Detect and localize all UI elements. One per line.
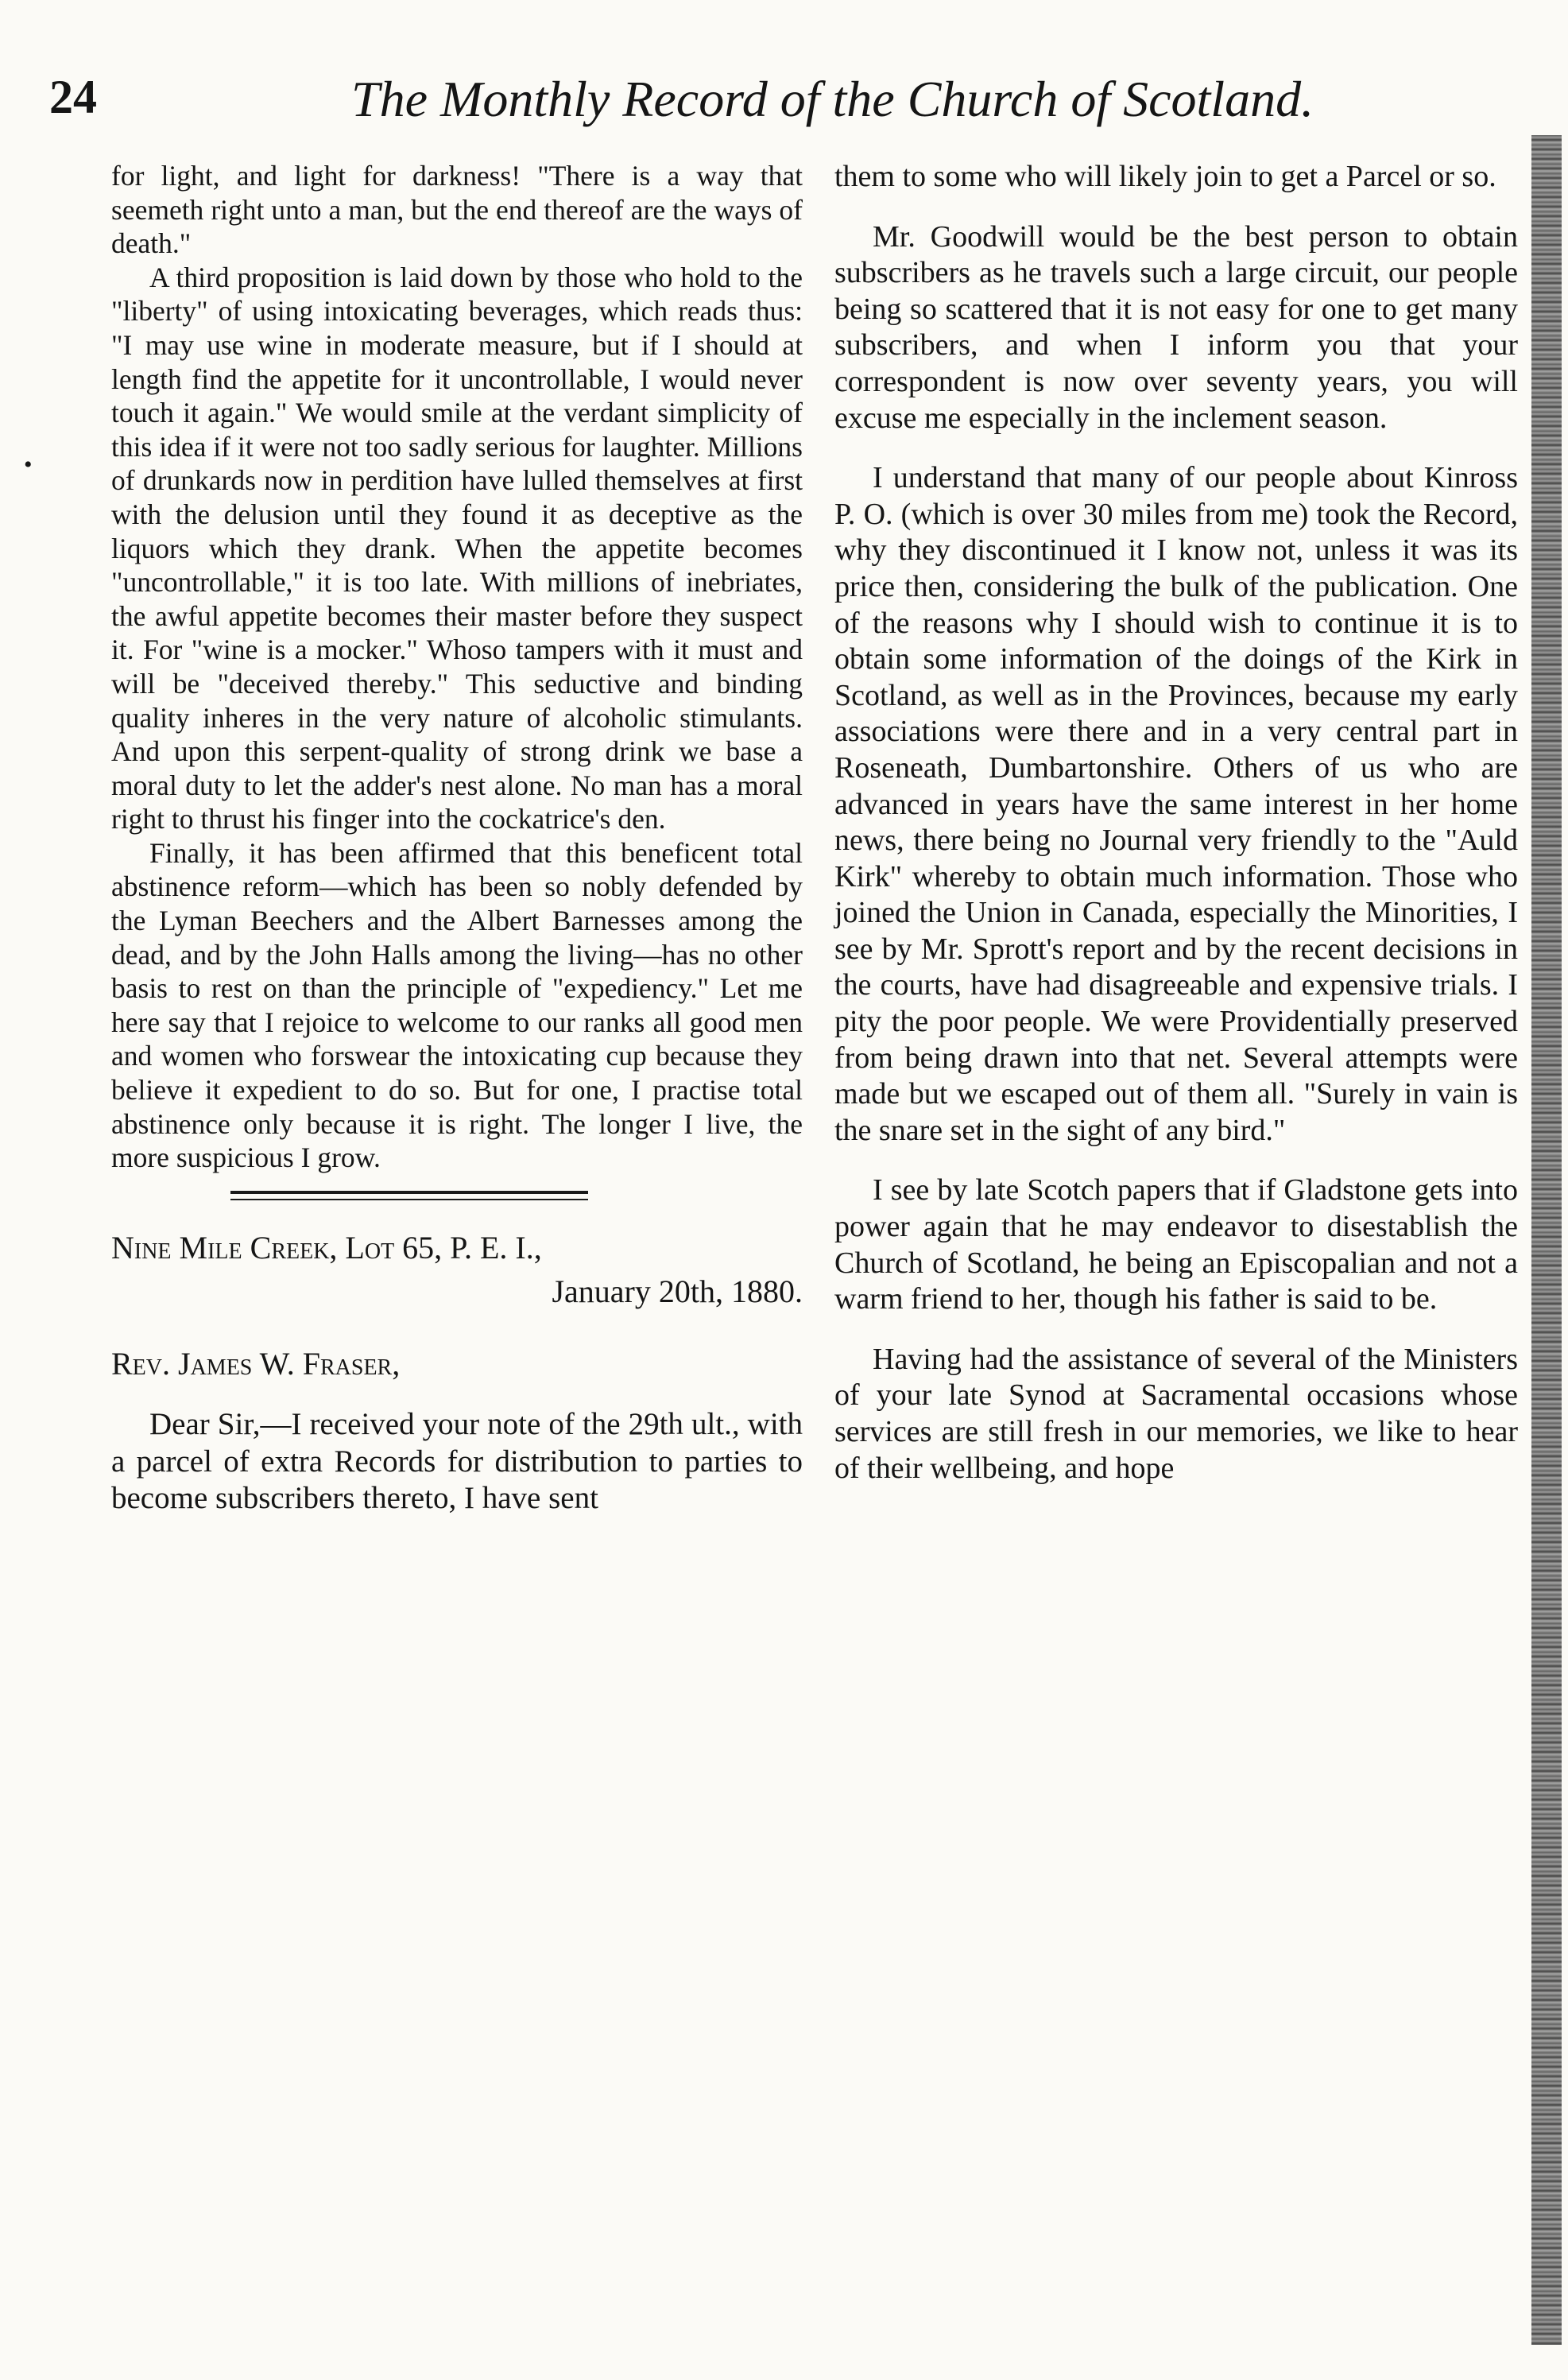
stray-mark: •: [24, 452, 33, 478]
scan-binding-edge: [1531, 135, 1562, 2345]
letter-salutation: Rev. James W. Fraser,: [111, 1345, 401, 1382]
paragraph-2: A third proposition is laid down by those who hold to the "liberty" of using intoxicating beverages, which reads thus: "I may use wine in moderate measure, but if I should at length find the appetite for it uncontrollable, I would never touch it again." We would smile at the verdant simplicity of this idea if it were not too sadly serious for laughter. Millions of drunkards now in perdition have lulled themselves at first with the delusion until they found it as deceptive as the liquors which they drank. When the appetite becomes "uncontrollable," it is too late. With millions of inebriates, the awful appetite becomes their master before they suspect it. For "wine is a mocker." Whoso tampers with it must and will be "deceived thereby." This seductive and binding quality inheres in the very nature of alcoholic stimulants. And upon this serpent-quality of strong drink we base a moral duty to let the adder's nest alone. No man has a moral right to thrust his finger into the cockatrice's den.: [111, 261, 803, 835]
right-paragraph-4: I see by late Scotch papers that if Gladstone gets into power again that he may endeavor to disestablish the Church of Scotland, he being an Episcopalian and not a warm friend to her, though his father is said to be.: [834, 1173, 1518, 1316]
letter-dateline: [111, 1229, 803, 1310]
right-paragraph-2: Mr. Goodwill would be the best person to obtain subscribers as he travels such a large circuit, our people being so scattered that it is not easy for one to get many subscribers, and when I inform you that your correspondent is now over seventy years, you will excuse me especially in the inclement season.: [834, 219, 1518, 435]
running-title: The Monthly Record of the Church of Scotland.: [351, 71, 1314, 127]
paragraph-1: for light, and light for darkness! "There is a way that seemeth right unto a man, but the end thereof are the ways of death.": [111, 160, 803, 260]
dateline-place: Nine Mile Creek, Lot 65, P. E. I.,: [111, 1229, 542, 1266]
paragraph-3: Finally, it has been affirmed that this beneficent total abstinence reform—which has been so nobly defended by the Lyman Beechers and the Albert Barnesses among the dead, and by the John Halls among the living—has no other basis to rest on than the principle of "expediency." Let me here say that I rejoice to welcome to our ranks all good men and women who forswear the intoxicating cup because they believe it expedient to do so. But for one, I practise total abstinence only because it is right. The longer I live, the more suspicious I grow.: [111, 836, 803, 1174]
left-column: [111, 159, 803, 1518]
right-paragraph-1: them to some who will likely join to get a Parcel or so.: [834, 160, 1496, 193]
page-number: 24: [49, 71, 97, 123]
letter-opening: Dear Sir,—I received your note of the 29th ult., with a parcel of extra Records for distribution to parties to become subscribers thereto, I have sent: [111, 1406, 803, 1516]
page-header: [49, 70, 1321, 141]
section-divider: [230, 1191, 588, 1200]
dateline-date: January 20th, 1880.: [552, 1273, 803, 1309]
right-paragraph-3: I understand that many of our people about Kinross P. O. (which is over 30 miles from me) took the Record, why they discontinued it I know not, unless it was its price then, considering the bulk of the publication. One of the reasons why I should wish to continue it is to obtain some information of the doings of the Kirk in Scotland, as well as in the Provinces, because my early associations were there and in a very central part in Roseneath, Dumbartonshire. Others of us who are advanced in years have the same interest in her home news, there being no Journal very friendly to the "Auld Kirk" whereby to obtain much information. Those who joined the Union in Canada, especially the Minorities, I see by Mr. Sprott's report and by the recent decisions in the courts, have had disagreeable and expensive trials. I pity the poor people. We were Providentially preserved from being drawn into that net. Several attempts were made but we escaped out of them all. "Surely in vain is the snare set in the sight of any bird.": [834, 461, 1518, 1147]
right-column: [834, 159, 1518, 1510]
right-paragraph-5: Having had the assistance of several of the Ministers of your late Synod at Sacramental occasions whose services are still fresh in our memories, we like to hear of their wellbeing, and hope: [834, 1342, 1518, 1485]
